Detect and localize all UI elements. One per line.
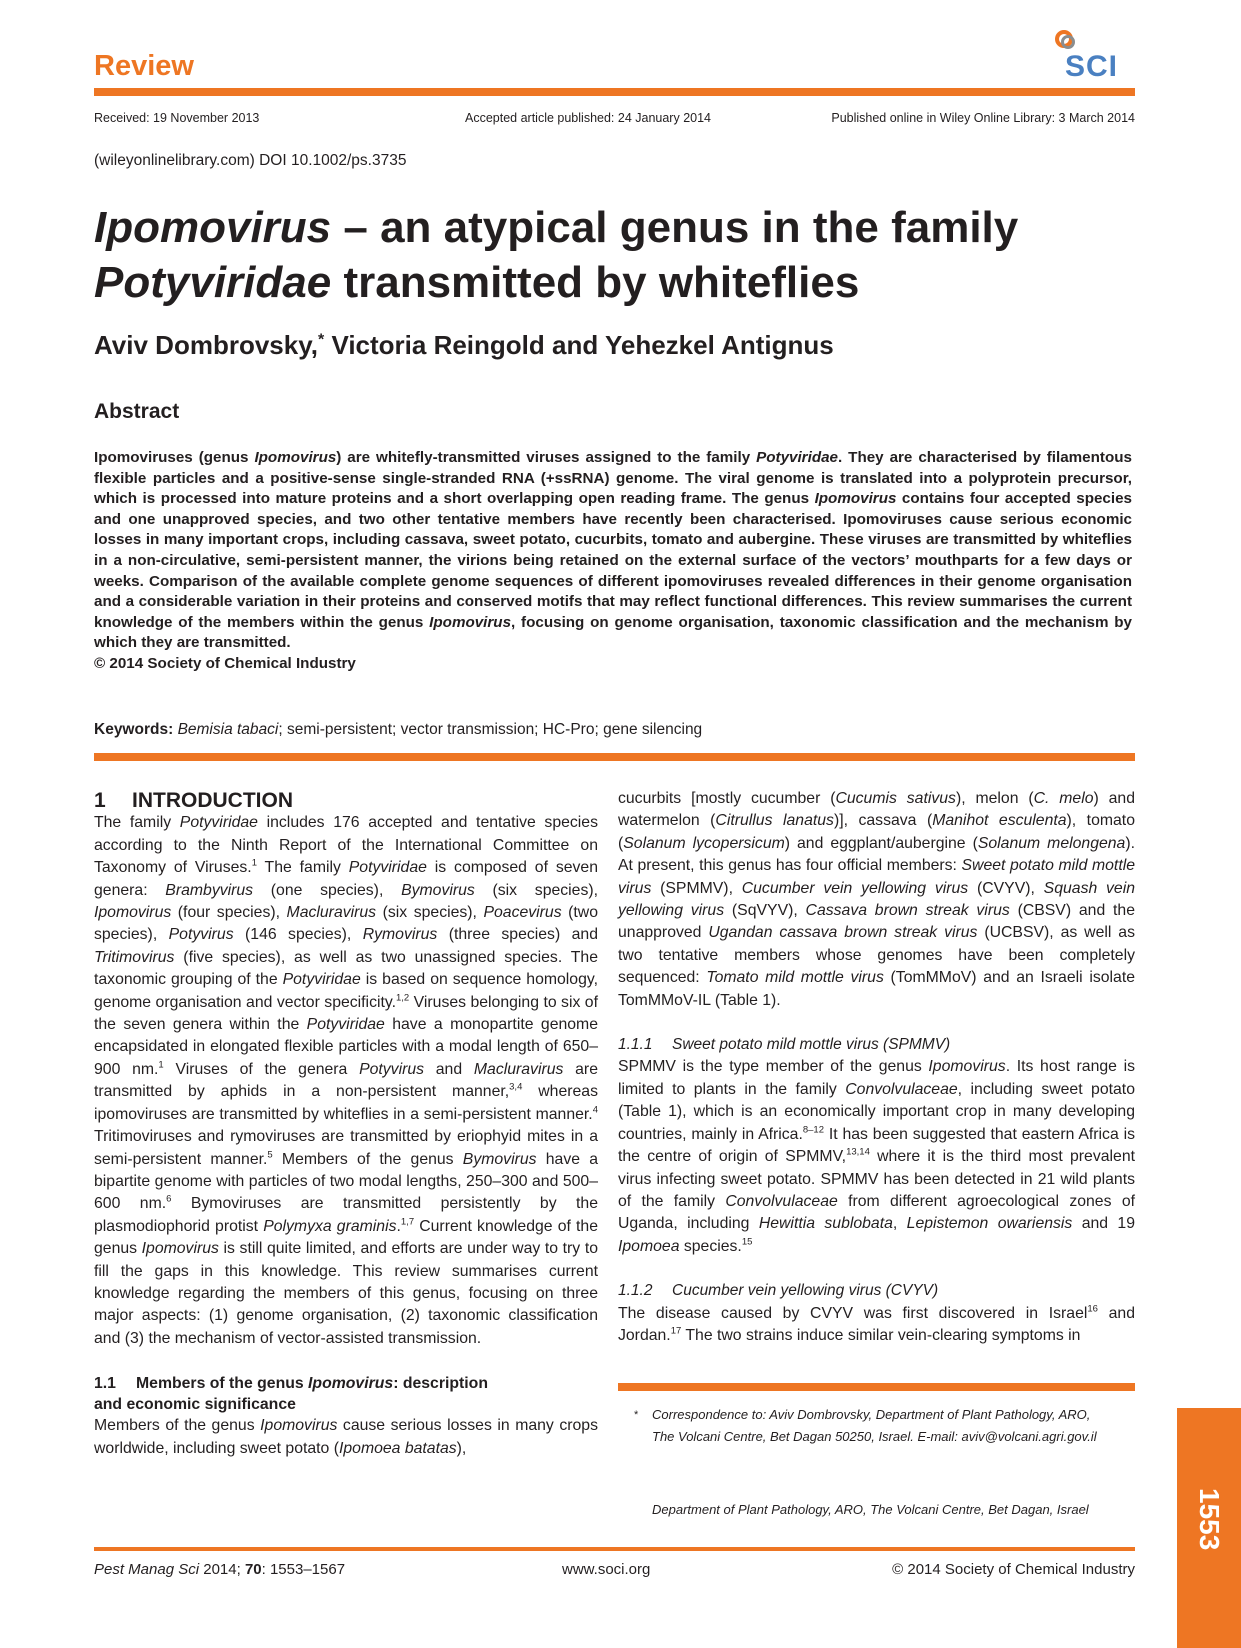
header-rule	[94, 88, 1135, 96]
keywords-rest: ; semi-persistent; vector transmission; HC-Pro; gene silencing	[278, 721, 703, 738]
abstract-heading: Abstract	[94, 400, 180, 423]
logo-text: SCI	[1065, 50, 1119, 83]
section-1-1-paragraph: Members of the genus Ipomovirus cause serious losses in many crops worldwide, including sweet potato (Ipomoea batatas),	[94, 1417, 598, 1457]
doi-line: (wileyonlinelibrary.com) DOI 10.1002/ps.3735	[94, 152, 407, 169]
footer-site: www.soci.org	[562, 1561, 651, 1578]
article-title	[94, 200, 1154, 310]
section-label: Review	[94, 50, 194, 82]
sci-logo	[1055, 28, 1135, 82]
logo-ring-inner-icon	[1061, 35, 1075, 49]
section-1-1-1-heading: 1.1.1 Sweet potato mild mottle virus (SPMMV)	[618, 1036, 951, 1054]
title-family: Potyviridae	[94, 258, 332, 307]
right-column	[618, 788, 1135, 1347]
keywords	[94, 721, 702, 739]
section-1-1-1-paragraph: SPMMV is the type member of the genus Ipomovirus. Its host range is limited to plants in the family Convolvulaceae, including sweet potato (Table 1), which is an economically important crop in many developing countries, mainly in Africa.$^{8-12}$ It has been suggested that eastern Africa is the centre of origin of SPMMV,$^{13,14}$ where it is the third most prevalent virus infecting sweet potato. SPMMV has been detected in 21 wild plants of the family Convolvulaceae from different agroecological zones of Uganda, including Hewittia sublobata, Lepistemon owariensis and 19 Ipomoea species.$^{15}$	[618, 1058, 1135, 1255]
received-date: Received: 19 November 2013	[94, 111, 260, 125]
correspondence-marker: *	[317, 331, 325, 349]
section-1-1-2-heading: 1.1.2 Cucumber vein yellowing virus (CVYV)	[618, 1282, 939, 1300]
keyword-italic: Bemisia tabaci	[177, 721, 279, 738]
intro-heading: 1 INTRODUCTION	[94, 789, 293, 812]
author-1: Aviv Dombrovsky,	[94, 330, 318, 360]
footnote-marker: *	[634, 1409, 639, 1421]
abstract-body: Ipomoviruses (genus Ipomovirus) are whitefly-transmitted viruses assigned to the family Potyviridae. They are characterised by filamentous flexible particles and a positive-sense single-stranded RNA (+ssRNA) genome. The viral genome is translated into a polyprotein precursor, which is processed into mature proteins and a short overlapping open reading frame. The genus Ipomovirus contains four accepted species and one unapproved species, and two other tentative members have recently been characterised. Ipomoviruses cause serious economic losses in many important crops, including cassava, sweet potato, cucurbits, tomato and aubergine. These viruses are transmitted by whiteflies in a non-circulative, semi-persistent manner, the virions being retained on the external surface of the vectors’ mouthparts for a few days or weeks. Comparison of the available complete genome sequences of different ipomoviruses revealed differences in their genome organisation and a considerable variation in their proteins and conserved motifs that may reflect functional differences. This review summarises the current knowledge of the members within the genus Ipomovirus, focusing on genome organisation, taxonomic classification and the mechanism by which they are transmitted. © 2014 Society of Chemical Industry	[94, 448, 1132, 675]
section-1-1-2-paragraph: The disease caused by CVYV was first discovered in Israel$^{16}$ and Jordan.$^{17}$ The two strains induce similar vein-clearing symptoms in	[618, 1303, 1135, 1344]
right-paragraph-1: cucurbits [mostly cucumber (Cucumis sativus), melon (C. melo) and watermelon (Citrullus lanatus)], cassava (Manihot esculenta), tomato (Solanum lycopersicum) and eggplant/aubergine (Solanum melongena). At present, this genus has four official members: Sweet potato mild mottle virus (SPMMV), Cucumber vein yellowing virus (CVYV), Squash vein yellowing virus (SqVYV), Cassava brown streak virus (CBSV) and the unapproved Ugandan cassava brown streak virus (UCBSV), as well as two tentative members whose genomes have been completely sequenced: Tomato mild mottle virus (TomMMoV) and an Israeli isolate TomMMoV-IL (Table 1).	[618, 790, 1136, 1009]
title-genus: Ipomovirus	[94, 203, 332, 252]
footer-rule	[94, 1547, 1135, 1551]
abstract-copyright: © 2014 Society of Chemical Industry	[94, 654, 356, 672]
published-date: Published online in Wiley Online Library: 3 March 2014	[831, 111, 1135, 125]
abstract-rule	[94, 753, 1135, 761]
left-column	[94, 790, 598, 1460]
accepted-date: Accepted article published: 24 January 2014	[465, 111, 711, 125]
correspondence-footnote: Correspondence to: Aviv Dombrovsky, Department of Plant Pathology, ARO, The Volcani Centre, Bet Dagan 50250, Israel. E-mail: aviv@volcani.agri.gov.il	[652, 1407, 1097, 1444]
intro-paragraph: The family Potyviridae includes 176 accepted and tentative species according to the Ninth Report of the International Committee on Taxonomy of Viruses.$^1$ The family Potyviridae is composed of seven genera: Brambyvirus (one species), Bymovirus (six species), Ipomovirus (four species), Macluravirus (six species), Poacevirus (two species), Potyvirus (146 species), Rymovirus (three species) and Tritimovirus (five species), as well as two unassigned species. The taxonomic grouping of the Potyviridae is based on sequence homology, genome organisation and vector specificity.$^{1,2}$ Viruses belonging to six of the seven genera within the Potyviridae have a monopartite genome encapsidated in elongated flexible particles with a modal length of 650–900 nm.$^1$ Viruses of the genera Potyvirus and Macluravirus are transmitted by aphids in a non-persistent manner,$^{3,4}$ whereas ipomoviruses are transmitted by whiteflies in a semi-persistent manner.$^4$ Tritimoviruses and rymoviruses are transmitted by eriophyid mites in a semi-persistent manner.$^5$ Members of the genus Bymovirus have a bipartite genome with particles of two modal lengths, 250–300 and 500–600 nm.$^6$ Bymoviruses are transmitted persistently by the plasmodiophorid protist Polymyxa graminis.$^{1,7}$ Current knowledge of the genus Ipomovirus is still quite limited, and efforts are under way to try to fill the gaps in this knowledge. This review summarises current knowledge regarding the members of this genus, focusing on three major aspects: (1) genome organisation, (2) taxonomic classification and (3) the mechanism of vector-assisted transmission.	[94, 814, 599, 1347]
title-line1: – an atypical genus in the family	[331, 203, 1019, 252]
author-list	[94, 330, 834, 361]
footer-copyright: © 2014 Society of Chemical Industry	[892, 1561, 1135, 1578]
other-authors: Victoria Reingold and Yehezkel Antignus	[324, 330, 834, 360]
footer-citation: Pest Manag Sci 2014; 70: 1553–1567	[94, 1561, 346, 1578]
keywords-label: Keywords:	[94, 721, 174, 738]
footnote-rule	[618, 1383, 1135, 1391]
affiliation-footnote: Department of Plant Pathology, ARO, The Volcani Centre, Bet Dagan, Israel	[652, 1502, 1089, 1517]
section-1-1-heading: 1.1 Members of the genus Ipomovirus: description and economic significance	[94, 1375, 488, 1414]
page-number: 1553	[1194, 1488, 1225, 1551]
title-line2: transmitted by whiteflies	[331, 258, 860, 307]
page-number-tab	[1177, 1408, 1241, 1648]
